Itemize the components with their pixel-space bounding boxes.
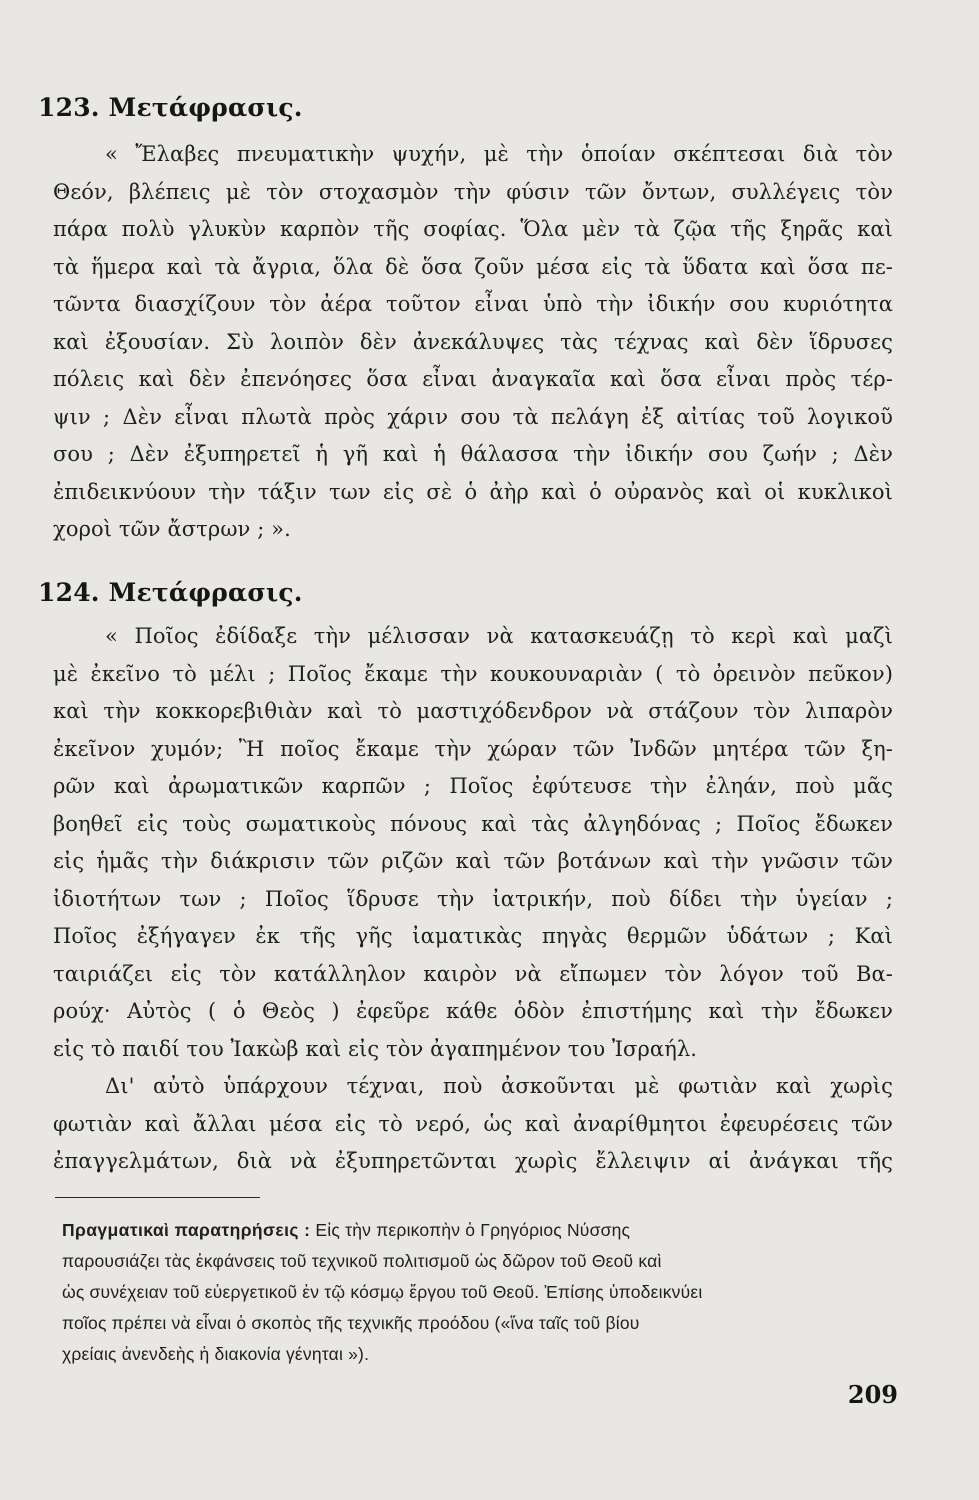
footnote-divider: [55, 1197, 260, 1198]
footnote-line: ποῖος πρέπει νὰ εἶναι ὁ σκοπὸς τῆς τεχνικῆς προόδου («ἵνα ταῖς τοῦ βίου: [62, 1313, 640, 1333]
section-title-123: 123. Μετάφρασις.: [38, 93, 303, 122]
section-123-text: [53, 136, 893, 549]
text-line: χοροὶ τῶν ἄστρων ; ».: [53, 517, 291, 541]
text-line: ἐπιδεικνύουν τὴν τάξιν των εἰς σὲ ὁ ἀὴρ καὶ ὁ οὐρανὸς καὶ οἱ κυκλικοὶ: [53, 479, 893, 504]
text-line: τὰ ἥμερα καὶ τὰ ἄγρια, ὅλα δὲ ὅσα ζοῦν μέσα εἰς τὰ ὕδατα καὶ ὅσα πε-: [53, 254, 893, 279]
text-line: εἰς τὸ παιδί του Ἰακὼβ καὶ εἰς τὸν ἀγαπημένον του Ἰσραήλ.: [53, 1036, 698, 1061]
text-line: ρῶν καὶ ἀρωματικῶν καρπῶν ; Ποῖος ἐφύτευσε τὴν ἐληάν, ποὺ μᾶς: [53, 774, 893, 798]
text-line: ἐπαγγελμάτων, διὰ νὰ ἐξυπηρετῶνται χωρὶς ἔλλειψιν αἱ ἀνάγκαι τῆς: [53, 1149, 893, 1173]
footnote-text: Εἰς τὴν περικοπὴν ὁ Γρηγόριος Νύσσης: [315, 1220, 631, 1240]
text-line: Δι' αὐτὸ ὑπάρχουν τέχναι, ποὺ ἀσκοῦνται μὲ φωτιὰν καὶ χωρὶς: [105, 1074, 893, 1098]
footnote-first-line: [62, 1215, 897, 1246]
text-line: « Ἔλαβες πνευματικὴν ψυχήν, μὲ τὴν ὁποίαν σκέπτεσαι διὰ τὸν: [105, 142, 893, 166]
text-line: φωτιὰν καὶ ἄλλαι μέσα εἰς τὸ νερό, ὡς καὶ ἀναρίθμητοι ἐφευρέσεις τῶν: [53, 1111, 893, 1136]
section-124-text: [53, 618, 893, 1181]
text-line: εἰς ἡμᾶς τὴν διάκρισιν τῶν ριζῶν καὶ τῶν βοτάνων καὶ τὴν γνῶσιν τῶν: [53, 849, 893, 873]
text-line: Ποῖος ἐξήγαγεν ἐκ τῆς γῆς ἰαματικὰς πηγὰς θερμῶν ὑδάτων ; Καὶ: [53, 924, 893, 948]
footnote: [62, 1215, 897, 1370]
text-line: μὲ ἐκεῖνο τὸ μέλι ; Ποῖος ἔκαμε τὴν κουκουναριὰν ( τὸ ὀρεινὸν πεῦκον): [53, 661, 893, 686]
text-line: βοηθεῖ εἰς τοὺς σωματικοὺς πόνους καὶ τὰς ἀλγηδόνας ; Ποῖος ἔδωκεν: [53, 811, 893, 836]
text-line: σου ; Δὲν ἐξυπηρετεῖ ἡ γῆ καὶ ἡ θάλασσα τὴν ἰδικήν σου ζωήν ; Δὲν: [53, 442, 893, 466]
text-line: ρούχ· Αὐτὸς ( ὁ Θεὸς ) ἐφεῦρε κάθε ὁδὸν ἐπιστήμης καὶ τὴν ἔδωκεν: [53, 999, 893, 1023]
text-line: « Ποῖος ἐδίδαξε τὴν μέλισσαν νὰ κατασκευάζῃ τὸ κερὶ καὶ μαζὶ: [105, 624, 893, 648]
footnote-line: χρείαις ἀνενδεὴς ἡ διακονία γένηται »).: [62, 1344, 370, 1364]
text-line: ἐκεῖνον χυμόν; Ἢ ποῖος ἔκαμε τὴν χώραν τῶν Ἰνδῶν μητέρα τῶν ξη-: [53, 736, 893, 761]
text-line: Θεόν, βλέπεις μὲ τὸν στοχασμὸν τὴν φύσιν τῶν ὄντων, συλλέγεις τὸν: [53, 179, 893, 204]
text-line: ταιριάζει εἰς τὸν κατάλληλον καιρὸν νὰ εἴπωμεν τὸν λόγον τοῦ Βα-: [53, 961, 893, 986]
text-line: πόλεις καὶ δὲν ἐπενόησες ὅσα εἶναι ἀναγκαῖα καὶ ὅσα εἶναι πρὸς τέρ-: [53, 367, 893, 391]
section-title-124: 124. Μετάφρασις.: [38, 578, 303, 607]
text-line: ψιν ; Δὲν εἶναι πλωτὰ πρὸς χάριν σου τὰ πελάγη ἐξ αἰτίας τοῦ λογικοῦ: [53, 404, 893, 429]
text-line: τῶντα διασχίζουν τὸν ἀέρα τοῦτον εἶναι ὑπὸ τὴν ἰδικήν σου κυριότητα: [53, 292, 893, 316]
text-line: καὶ ἐξουσίαν. Σὺ λοιπὸν δὲν ἀνεκάλυψες τὰς τέχνας καὶ δὲν ἵδρυσες: [53, 329, 893, 354]
footnote-heading: Πραγματικαὶ παρατηρήσεις :: [62, 1220, 311, 1240]
footnote-line: παρουσιάζει τὰς ἐκφάνσεις τοῦ τεχνικοῦ πολιτισμοῦ ὡς δῶρον τοῦ Θεοῦ καὶ: [62, 1251, 662, 1271]
text-line: καὶ τὴν κοκκορεβιθιὰν καὶ τὸ μαστιχόδενδρον νὰ στάζουν τὸν λιπαρὸν: [53, 699, 893, 723]
footnote-line: ὡς συνέχειαν τοῦ εὐεργετικοῦ ἐν τῷ κόσμῳ ἔργου τοῦ Θεοῦ. Ἐπίσης ὑποδεικνύει: [62, 1282, 703, 1302]
page-number: 209: [847, 1380, 898, 1409]
text-line: πάρα πολὺ γλυκὺν καρπὸν τῆς σοφίας. Ὅλα μὲν τὰ ζῷα τῆς ξηρᾶς καὶ: [53, 217, 893, 241]
text-line: ἰδιοτήτων των ; Ποῖος ἵδρυσε τὴν ἰατρικήν, ποὺ δίδει τὴν ὑγείαν ;: [53, 886, 893, 911]
